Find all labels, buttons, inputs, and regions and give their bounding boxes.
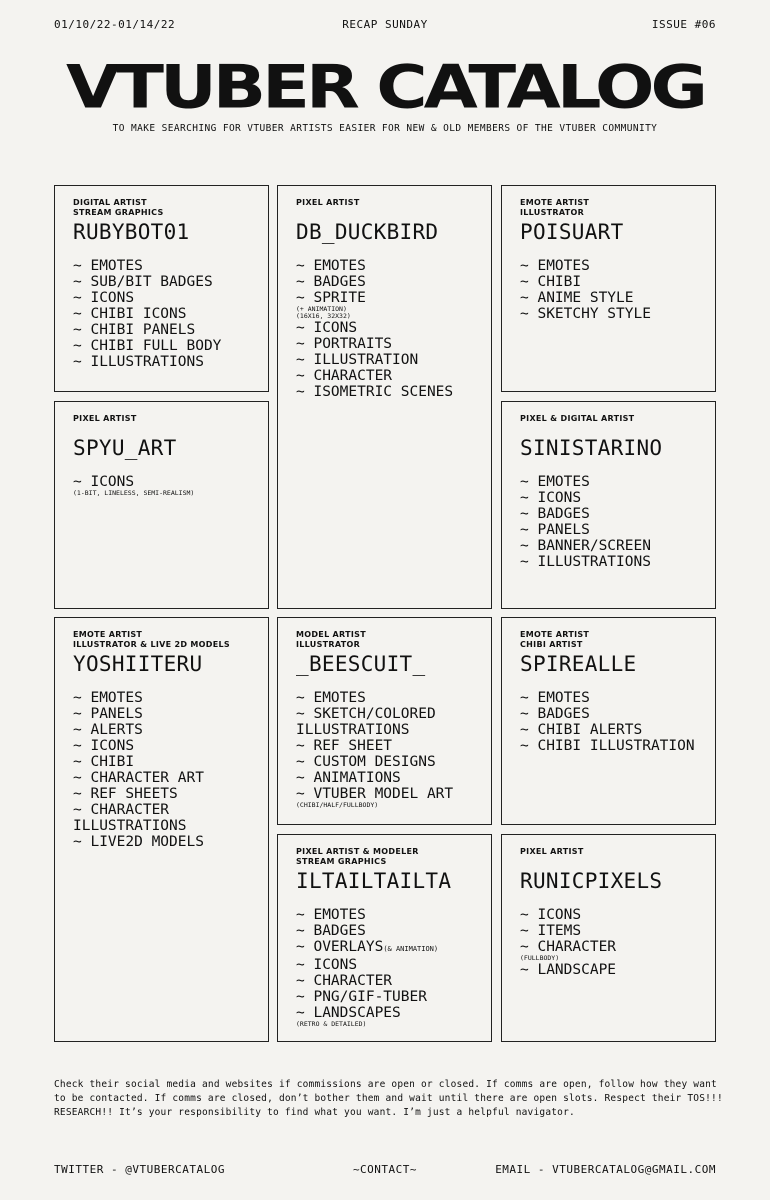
service-item: ~ ICONS (73, 290, 135, 306)
service-item: ILLUSTRATIONS (73, 818, 187, 834)
service-item: ~ ICONS (296, 320, 358, 336)
service-item: ~ BADGES (520, 706, 590, 722)
artist-role: EMOTE ARTIST ILLUSTRATOR (520, 198, 590, 217)
service-list (520, 907, 715, 978)
artist-card-rubybot01 (54, 185, 269, 392)
service-item: ~ EMOTES (520, 258, 590, 274)
service-item: ~ SKETCH/COLORED (296, 706, 436, 722)
service-list (73, 258, 268, 370)
email-address: EMAIL - VTUBERCATALOG@GMAIL.COM (495, 1163, 716, 1176)
page-title: VTUBER CATALOG (66, 52, 704, 122)
artist-card-spirealle (501, 617, 716, 825)
service-item: ~ BADGES (520, 506, 590, 522)
service-item: ~ PORTRAITS (296, 336, 393, 352)
service-item: ~ LANDSCAPE (520, 962, 617, 978)
service-item: ~ CHIBI ICONS (73, 306, 187, 322)
service-item: ~ CUSTOM DESIGNS (296, 754, 436, 770)
artist-card-poisuart (501, 185, 716, 392)
service-item: ~ EMOTES (296, 258, 366, 274)
artist-role: EMOTE ARTIST ILLUSTRATOR & LIVE 2D MODELS (73, 630, 230, 649)
artist-role: PIXEL ARTIST & MODELER STREAM GRAPHICS (296, 847, 419, 866)
artist-card-db-duckbird (277, 185, 492, 609)
service-item: ~ SUB/BIT BADGES (73, 274, 213, 290)
service-item: ILLUSTRATIONS (296, 722, 410, 738)
service-item: ~ EMOTES (73, 258, 143, 274)
service-note: (FULLBODY) (520, 954, 560, 962)
service-item: ~ ALERTS (73, 722, 143, 738)
artist-role: EMOTE ARTIST CHIBI ARTIST (520, 630, 590, 649)
edition-label: RECAP SUNDAY (342, 18, 428, 31)
service-item: ~ ICONS (296, 957, 358, 973)
service-list (520, 690, 715, 754)
service-item: ~ ILLUSTRATIONS (520, 554, 651, 570)
service-item: ~ ICONS (520, 490, 582, 506)
artist-role: DIGITAL ARTIST STREAM GRAPHICS (73, 198, 164, 217)
service-item: ~ CHIBI FULL BODY (73, 338, 222, 354)
service-item: ~ SKETCHY STYLE (520, 306, 651, 322)
artist-card-spyu-art (54, 401, 269, 609)
service-note: (16X16, 32X32) (296, 312, 351, 320)
service-note: (CHIBI/HALF/FULLBODY) (296, 801, 379, 809)
service-item: ~ CHIBI PANELS (73, 322, 196, 338)
service-item: ~ EMOTES (520, 474, 590, 490)
service-item: ~ ICONS (73, 738, 135, 754)
service-item: ~ EMOTES (520, 690, 590, 706)
artist-name: DB_DUCKBIRD (296, 220, 439, 244)
artist-role: PIXEL ARTIST (296, 198, 360, 207)
artist-card-yoshiiteru (54, 617, 269, 1042)
service-item: ~ ILLUSTRATION (296, 352, 419, 368)
artist-name: YOSHIITERU (73, 652, 203, 676)
service-list (296, 907, 491, 1028)
contact-label: ~CONTACT~ (352, 1163, 418, 1176)
service-item: ~ CHIBI (520, 274, 582, 290)
artist-name: RUNICPIXELS (520, 869, 663, 893)
service-note: (1-BIT, LINELESS, SEMI-REALISM) (73, 489, 195, 497)
service-item: ~ LANDSCAPES (296, 1005, 401, 1021)
twitter-handle: TWITTER - @VTUBERCATALOG (54, 1163, 225, 1176)
service-note: (+ ANIMATION) (296, 305, 347, 313)
service-item: ~ REF SHEET (296, 738, 393, 754)
artist-name: POISUART (520, 220, 624, 244)
service-list (73, 474, 268, 497)
artist-name: ILTAILTAILTA (296, 869, 452, 893)
service-item: ~ ISOMETRIC SCENES (296, 384, 454, 400)
service-list (296, 258, 491, 400)
service-item: ~ CHARACTER ART (73, 770, 204, 786)
service-list (520, 258, 715, 322)
date-range: 01/10/22-01/14/22 (54, 18, 176, 31)
service-item: ~ CHARACTER (296, 973, 393, 989)
artist-role: PIXEL ARTIST (520, 847, 584, 856)
service-item: ~ ANIME STYLE (520, 290, 634, 306)
artist-card-iltailtailta (277, 834, 492, 1042)
service-item: ~ CHIBI ILLUSTRATION (520, 738, 695, 754)
service-list (296, 690, 491, 809)
service-item: ~ CHARACTER (296, 368, 393, 384)
service-item: ~ EMOTES (73, 690, 143, 706)
service-item: ~ CHARACTER (73, 802, 170, 818)
service-list (520, 474, 715, 570)
artist-name: _BEESCUIT_ (296, 652, 426, 676)
artist-name: RUBYBOT01 (73, 220, 190, 244)
artist-card-runicpixels (501, 834, 716, 1042)
artist-role: PIXEL ARTIST (73, 414, 137, 423)
service-item: ~ ICONS (73, 474, 135, 490)
service-item: ~ ICONS (520, 907, 582, 923)
artist-role: MODEL ARTIST ILLUSTRATOR (296, 630, 366, 649)
service-item: ~ CHIBI (73, 754, 135, 770)
artist-role: PIXEL & DIGITAL ARTIST (520, 414, 635, 423)
service-item: ~ CHIBI ALERTS (520, 722, 643, 738)
artist-name: SPYU_ART (73, 436, 177, 460)
service-item: ~ SPRITE (296, 290, 366, 306)
service-item: ~ REF SHEETS (73, 786, 178, 802)
disclaimer-text: Check their social media and websites if commissions are open or closed. If comms are open, follow how they want to be contacted. If comms are closed, don’t bother them and wait until there are open slots. Respect their TOS!!! RESEARCH!! It’s your responsibility to find what you want. I’m just a helpful navigator. (54, 1079, 723, 1118)
service-item: ~ EMOTES (296, 907, 366, 923)
service-item: ~ ILLUSTRATIONS (73, 354, 204, 370)
service-item: ~ EMOTES (296, 690, 366, 706)
service-inline-note: (& ANIMATION) (383, 945, 439, 953)
service-item: ~ CHARACTER (520, 939, 617, 955)
page-subtitle: TO MAKE SEARCHING FOR VTUBER ARTISTS EASIER FOR NEW & OLD MEMBERS OF THE VTUBER COMMUNITY (112, 123, 658, 134)
service-item: ~ ANIMATIONS (296, 770, 401, 786)
issue-number: ISSUE #06 (651, 18, 716, 31)
service-item: ~ PNG/GIF-TUBER (296, 989, 427, 1005)
service-item: ~ BANNER/SCREEN (520, 538, 651, 554)
service-item: ~ BADGES (296, 923, 366, 939)
service-list (73, 690, 268, 850)
service-note: (RETRO & DETAILED) (296, 1020, 367, 1028)
service-item: ~ VTUBER MODEL ART (296, 786, 454, 802)
artist-card-beescuit (277, 617, 492, 825)
service-item: ~ PANELS (520, 522, 590, 538)
service-item: ~ OVERLAYS(& ANIMATION) (296, 939, 439, 955)
artist-name: SPIREALLE (520, 652, 637, 676)
artist-card-sinistarino (501, 401, 716, 609)
artist-name: SINISTARINO (520, 436, 663, 460)
service-item: ~ ITEMS (520, 923, 582, 939)
service-item: ~ PANELS (73, 706, 143, 722)
service-item: ~ LIVE2D MODELS (73, 834, 204, 850)
service-item: ~ BADGES (296, 274, 366, 290)
